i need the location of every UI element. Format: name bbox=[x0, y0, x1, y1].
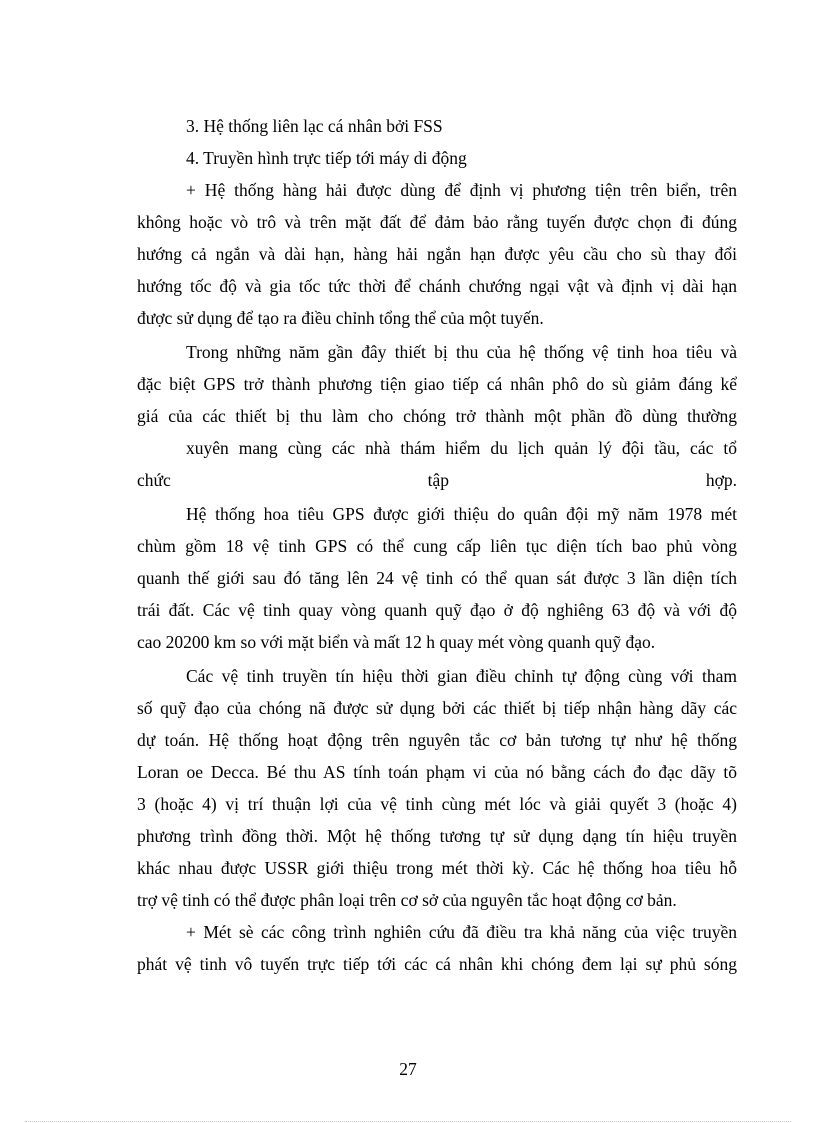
paragraph-line: không hoặc vò trô và trên mặt đất để đảm bảo rằng tuyến được chọn đi đúng bbox=[137, 212, 737, 232]
paragraph-line: 3 (hoặc 4) vị trí thuận lợi của vệ tinh cùng mét lóc và giải quyết 3 (hoặc 4) bbox=[137, 794, 737, 814]
paragraph-line: chùm gồm 18 vệ tinh GPS có thể cung cấp liên tục diện tích bao phủ vòng bbox=[137, 536, 737, 556]
paragraph-line: giá của các thiết bị thu làm cho chóng trở thành một phần đồ dùng thường bbox=[137, 406, 737, 426]
paragraph-line: đặc biệt GPS trở thành phương tiện giao tiếp cá nhân phô do sù giảm đáng kể bbox=[137, 374, 737, 394]
page-number: 27 bbox=[399, 1059, 417, 1079]
paragraph-line: hướng tốc độ và gia tốc tức thời để chánh chướng ngại vật và định vị dài hạn bbox=[137, 276, 737, 296]
paragraph-line: Loran oe Decca. Bé thu AS tính toán phạm vi của nó bằng cách đo đạc dãy tõ bbox=[137, 762, 737, 782]
paragraph-line: + Hệ thống hàng hải được dùng để định vị phương tiện trên biển, trên bbox=[186, 180, 737, 200]
list-item: 4. Truyền hình trực tiếp tới máy di động bbox=[186, 148, 467, 168]
paragraph-line: Trong những năm gần đây thiết bị thu của hệ thống vệ tinh hoa tiêu và bbox=[186, 342, 737, 362]
paragraph-line: hướng cả ngắn và dài hạn, hàng hải ngắn hạn được yêu cầu cho sù thay đổi bbox=[137, 244, 737, 264]
paragraph-line: quanh thế giới sau đó tăng lên 24 vệ tinh có thể quan sát được 3 lần diện tích bbox=[137, 568, 737, 588]
paragraph-line: trợ vệ tinh có thể được phân loại trên cơ sở của nguyên tắc hoạt động cơ bản. bbox=[137, 890, 677, 910]
paragraph-line: chức tập hợp. bbox=[137, 470, 737, 490]
paragraph-line: Các vệ tinh truyền tín hiệu thời gian điều chỉnh tự động cùng với tham bbox=[186, 666, 737, 686]
paragraph-line: cao 20200 km so với mặt biển và mất 12 h quay mét vòng quanh quỹ đạo. bbox=[137, 632, 656, 652]
paragraph-line: + Mét sè các công trình nghiên cứu đã điều tra khả năng của việc truyền bbox=[186, 922, 737, 942]
paragraph-line: dự toán. Hệ thống hoạt động trên nguyên tắc cơ bản tương tự như hệ thống bbox=[137, 730, 737, 750]
paragraph-line: xuyên mang cùng các nhà thám hiểm du lịch quản lý đội tầu, các tổ bbox=[186, 438, 737, 458]
paragraph-line: trái đất. Các vệ tinh quay vòng quanh quỹ đạo ở độ nghiêng 63 độ và với độ bbox=[137, 600, 737, 620]
paragraph-line: phát vệ tinh vô tuyến trực tiếp tới các cá nhân khi chóng đem lại sự phủ sóng bbox=[137, 954, 737, 974]
paragraph-line: Hệ thống hoa tiêu GPS được giới thiệu do quân đội mỹ năm 1978 mét bbox=[186, 504, 737, 524]
paragraph-line: số quỹ đạo của chóng nã được sử dụng bởi các thiết bị tiếp nhận hàng dãy các bbox=[137, 698, 737, 718]
paragraph-line: khác nhau được USSR giới thiệu trong mét thời kỳ. Các hệ thống hoa tiêu hỗ bbox=[137, 858, 737, 878]
page-bottom-divider bbox=[25, 1121, 791, 1122]
paragraph-line: phương trình đồng thời. Một hệ thống tương tự sử dụng dạng tín hiệu truyền bbox=[137, 826, 737, 846]
paragraph-line: được sử dụng để tạo ra điều chỉnh tổng thể của một tuyến. bbox=[137, 308, 544, 328]
list-item: 3. Hệ thống liên lạc cá nhân bởi FSS bbox=[186, 116, 443, 136]
